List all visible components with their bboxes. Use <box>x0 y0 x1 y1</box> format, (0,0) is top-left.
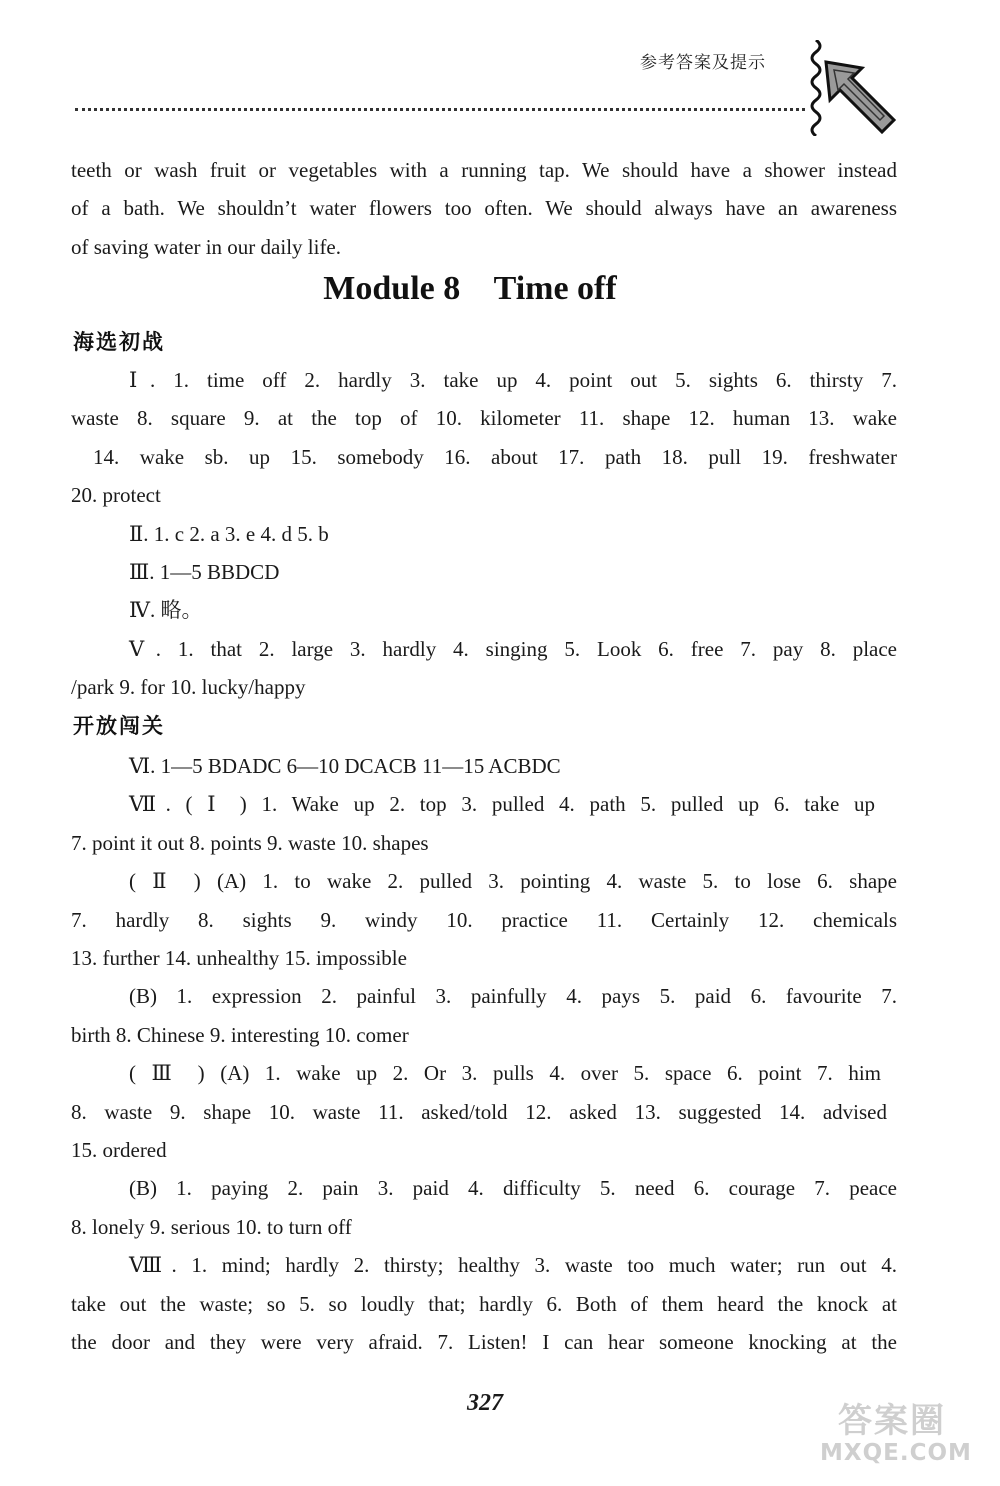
answer-line: (B) 1. expression 2. painful 3. painfully 4. pays 5. paid 6. favourite 7. <box>129 984 897 1009</box>
intro-paragraph <box>71 151 897 266</box>
answer-line: ( Ⅲ ) (A) 1. wake up 2. Or 3. pulls 4. over 5. space 6. point 7. him <box>129 1061 881 1086</box>
watermark-logo: 答案圈 <box>838 1401 946 1441</box>
answer-line: Ⅴ. 1. that 2. large 3. hardly 4. singing 5. Look 6. free 7. pay 8. place <box>129 636 897 661</box>
answer-line: /park 9. for 10. lucky/happy <box>71 675 306 700</box>
section-heading: 海选初战 <box>73 330 165 354</box>
answer-line: 13. further 14. unhealthy 15. impossible <box>71 946 407 971</box>
answer-line: Ⅰ. 1. time off 2. hardly 3. take up 4. point out 5. sights 6. thirsty 7. <box>129 368 897 392</box>
header-dotted-rule <box>75 108 805 111</box>
answer-line: 15. ordered <box>71 1138 167 1163</box>
answer-line: 7. hardly 8. sights 9. windy 10. practice 11. Certainly 12. chemicals <box>71 907 897 932</box>
answer-line: take out the waste; so 5. so loudly that; hardly 6. Both of them heard the knock at <box>71 1291 897 1316</box>
answer-line: the door and they were very afraid. 7. Listen! I can hear someone knocking at the <box>71 1330 897 1355</box>
answer-line: 20. protect <box>71 483 161 508</box>
answer-line: Ⅱ. 1. c 2. a 3. e 4. d 5. b <box>129 521 329 546</box>
watermark-url: MXQE.COM <box>820 1440 972 1466</box>
text-line: of a bath. We shouldn’t water flowers too often. We should always have an awareness <box>71 196 897 221</box>
answer-line: Ⅶ. ( Ⅰ ) 1. Wake up 2. top 3. pulled 4. path 5. pulled up 6. take up <box>129 792 875 817</box>
module-title: Module 8 Time off <box>323 270 617 307</box>
answer-line: 7. point it out 8. points 9. waste 10. shapes <box>71 830 429 855</box>
answer-block-1 <box>71 361 897 707</box>
section-heading: 开放闯关 <box>73 714 165 738</box>
answer-line: birth 8. Chinese 9. interesting 10. comer <box>71 1022 409 1047</box>
answer-line: 8. waste 9. shape 10. waste 11. asked/told 12. asked 13. suggested 14. advised <box>71 1099 887 1124</box>
arrow-up-left-icon <box>822 58 900 138</box>
answer-line: 8. lonely 9. serious 10. to turn off <box>71 1214 352 1239</box>
text-line: of saving water in our daily life. <box>71 234 342 259</box>
answer-line: Ⅵ. 1—5 BDADC 6—10 DCACB 11—15 ACBDC <box>129 754 561 778</box>
answer-line: Ⅳ. 略。 <box>129 598 203 623</box>
answer-line: Ⅷ. 1. mind; hardly 2. thirsty; healthy 3. waste too much water; run out 4. <box>129 1253 897 1278</box>
answer-line: Ⅲ. 1—5 BBDCD <box>129 560 280 585</box>
answer-line: 14. wake sb. up 15. somebody 16. about 17. path 18. pull 19. freshwater <box>93 444 897 469</box>
answer-line: ( Ⅱ ) (A) 1. to wake 2. pulled 3. pointing 4. waste 5. to lose 6. shape <box>129 869 897 894</box>
text-line: teeth or wash fruit or vegetables with a running tap. We should have a shower instead <box>71 158 897 182</box>
page-number: 327 <box>467 1390 503 1416</box>
answer-line: (B) 1. paying 2. pain 3. paid 4. difficulty 5. need 6. courage 7. peace <box>129 1176 897 1201</box>
answer-block-2 <box>71 747 897 1362</box>
answer-line: waste 8. square 9. at the top of 10. kilometer 11. shape 12. human 13. wake <box>71 406 897 431</box>
running-header-label: 参考答案及提示 <box>640 53 766 73</box>
